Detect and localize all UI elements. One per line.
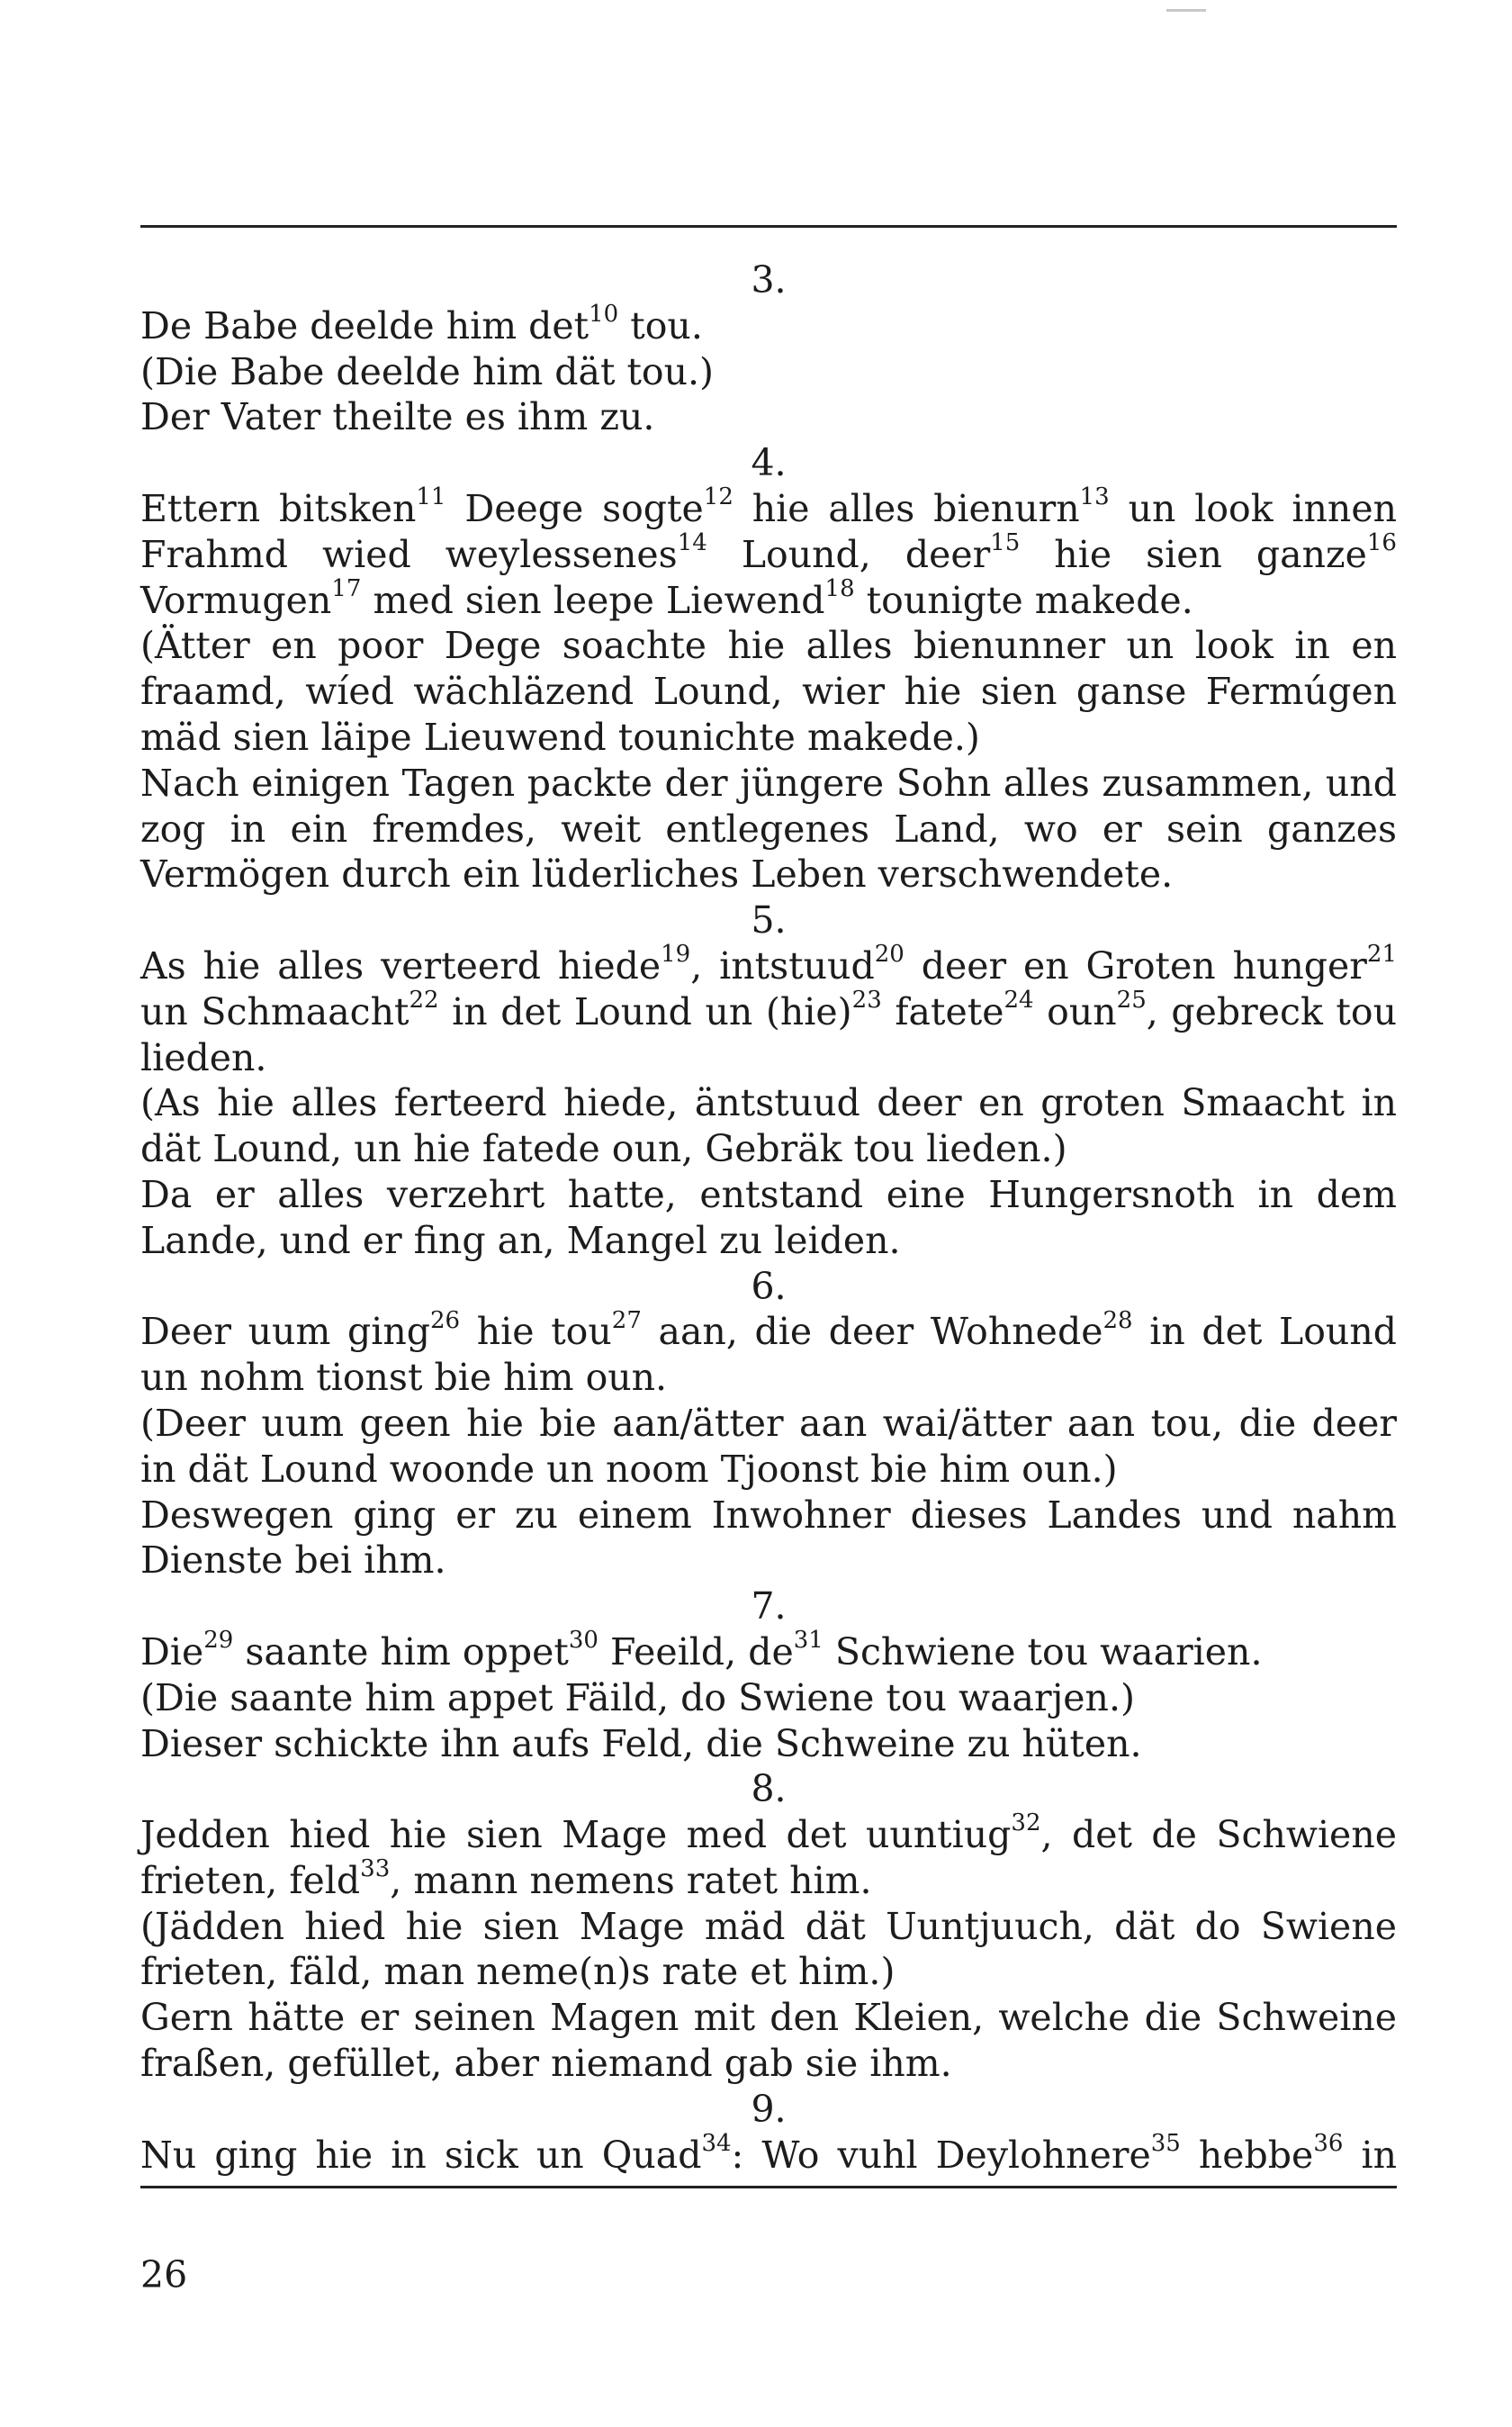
footnote-marker: 18 xyxy=(824,574,855,602)
footnote-marker: 13 xyxy=(1079,483,1110,511)
text-run: Deege sogte xyxy=(446,486,704,530)
footnote-marker: 26 xyxy=(430,1306,461,1334)
text-run: un Schmaacht xyxy=(140,989,410,1033)
footnote-marker: 17 xyxy=(331,574,362,602)
german-line xyxy=(140,1493,1397,1584)
text-run: , intstuud xyxy=(690,943,875,988)
scan-mark xyxy=(1166,9,1206,12)
text-run: Dieser schickte ihn aufs Feld, die Schweine zu hüten. xyxy=(140,1721,1142,1765)
text-run: un look innen Frahmd wied weylessenes xyxy=(140,486,1397,576)
text-run: hie tou xyxy=(460,1310,612,1354)
footnote-marker: 30 xyxy=(568,1627,598,1655)
page-text xyxy=(140,257,1397,2178)
text-run: in det Lound un nohm tionst bie him oun. xyxy=(140,1310,1397,1400)
footnote-marker: 14 xyxy=(677,529,707,557)
text-run: med sien leepe Liewend xyxy=(361,578,825,622)
footnote-marker: 31 xyxy=(793,1627,824,1655)
text-run: (Die Babe deelde him dät tou.) xyxy=(140,349,715,393)
footnote-marker: 22 xyxy=(409,987,439,1015)
text-run: Deer uum ging xyxy=(140,1310,431,1354)
footnote-marker: 23 xyxy=(851,987,882,1015)
footnote-marker: 29 xyxy=(203,1627,234,1655)
text-run: , mann nemens ratet him. xyxy=(390,1858,872,1902)
text-run: Vormugen xyxy=(140,578,332,622)
footnote-marker: 36 xyxy=(1313,2130,1344,2158)
dialect-line xyxy=(140,2130,1397,2179)
footnote-marker: 11 xyxy=(416,483,446,511)
verse-number: 6. xyxy=(751,1264,787,1308)
text-run: in xyxy=(1343,2133,1397,2177)
normalized-line xyxy=(140,1904,1397,1996)
text-run: (Jädden hied hie sien Mage mäd dät Uuntjuuch, dät do Swiene frieten, fäld, man neme(n)s rate et him.) xyxy=(140,1904,1397,1994)
text-run: hie sien ganze xyxy=(1020,532,1367,576)
footnote-marker: 16 xyxy=(1366,529,1397,557)
text-run: oun xyxy=(1033,989,1117,1033)
text-run: aan, die deer Wohnede xyxy=(641,1310,1103,1354)
footnote-marker: 12 xyxy=(703,483,734,511)
text-run: Deswegen ging er zu einem Inwohner dieses Landes und nahm Dienste bei ihm. xyxy=(140,1493,1397,1583)
dialect-line xyxy=(140,303,1397,349)
footnote-marker: 32 xyxy=(1011,1809,1041,1837)
text-run: , gebreck tou lieden. xyxy=(140,989,1397,1079)
text-run: Da er alles verzehrt hatte, entstand eine Hungersnoth in dem Lande, und er fing an, Mangel zu leiden. xyxy=(140,1172,1397,1262)
german-line xyxy=(140,394,1397,440)
text-run: Feeild, de xyxy=(598,1629,794,1674)
footnote-marker: 21 xyxy=(1366,941,1398,969)
text-run: tounigte makede. xyxy=(854,578,1193,622)
top-rule xyxy=(140,225,1397,228)
footnote-marker: 34 xyxy=(701,2130,732,2158)
dialect-line xyxy=(140,483,1397,623)
text-run: Der Vater theilte es ihm zu. xyxy=(140,395,655,439)
text-run: tou. xyxy=(618,303,703,347)
text-run: As hie alles verteerd hiede xyxy=(140,943,662,988)
text-run: Ettern bitsken xyxy=(140,486,417,530)
german-line xyxy=(140,1172,1397,1264)
text-run: De Babe deelde him det xyxy=(140,303,590,347)
footnote-marker: 20 xyxy=(874,941,904,969)
german-line xyxy=(140,761,1397,898)
dialect-line xyxy=(140,1809,1397,1904)
text-run: Lound, deer xyxy=(706,532,991,576)
verse-number: 4. xyxy=(751,441,787,485)
text-run: Die xyxy=(140,1629,204,1674)
text-run: Schwiene tou waarien. xyxy=(823,1629,1263,1674)
text-run: Gern hätte er seinen Magen mit den Kleien, welche die Schweine fraßen, gefüllet, aber niemand gab sie ihm. xyxy=(140,1996,1397,2086)
normalized-line xyxy=(140,1080,1397,1172)
german-line xyxy=(140,1721,1397,1767)
text-run: (Ätter en poor Dege soachte hie alles bienunner un look in en fraamd, wíed wächläzend Lound, wier hie sien ganse Fermúgen mäd sien läipe Lieuwend tounichte makede.) xyxy=(140,624,1397,759)
footnote-marker: 10 xyxy=(589,301,619,329)
footnote-marker: 25 xyxy=(1116,987,1147,1015)
text-run: in det Lound un (hie) xyxy=(438,989,852,1033)
text-run: saante him oppet xyxy=(233,1629,569,1674)
verse-number: 5. xyxy=(751,898,787,943)
dialect-line xyxy=(140,943,1397,1080)
verse-number: 3. xyxy=(751,258,787,302)
text-run: , det de Schwiene frieten, feld xyxy=(140,1813,1397,1902)
dialect-line xyxy=(140,1629,1397,1675)
text-run: hie alles bienurn xyxy=(733,486,1080,530)
text-run: (Die saante him appet Fäild, do Swiene tou waarjen.) xyxy=(140,1675,1135,1719)
text-run: (As hie alles ferteerd hiede, äntstuud deer en groten Smaacht in dät Lound, un hie fatede oun, Gebräk tou lieden.) xyxy=(140,1081,1397,1171)
text-run: deer en Groten hunger xyxy=(904,943,1367,988)
footnote-marker: 27 xyxy=(611,1306,642,1334)
dialect-line xyxy=(140,1306,1397,1401)
footnote-marker: 19 xyxy=(661,941,691,969)
footnote-marker: 15 xyxy=(990,529,1021,557)
footnote-marker: 24 xyxy=(1004,987,1034,1015)
text-run: : Wo vuhl Deylohnere xyxy=(731,2133,1151,2177)
bottom-rule xyxy=(140,2186,1397,2188)
verse-number: 9. xyxy=(751,2087,787,2131)
text-run: Jedden hied hie sien Mage med det uuntiug xyxy=(140,1813,1012,1857)
german-line xyxy=(140,1995,1397,2087)
footnote-marker: 33 xyxy=(360,1855,391,1883)
normalized-line xyxy=(140,349,1397,395)
text-run: (Deer uum geen hie bie aan/ätter aan wai/ätter aan tou, die deer in dät Lound woonde un noom Tjoonst bie him oun.) xyxy=(140,1401,1397,1491)
normalized-line xyxy=(140,623,1397,760)
text-run: hebbe xyxy=(1180,2133,1314,2177)
normalized-line xyxy=(140,1675,1397,1721)
text-run: fatete xyxy=(881,989,1004,1033)
page-number: 26 xyxy=(140,2253,188,2296)
verse-number: 7. xyxy=(751,1584,787,1629)
footnote-marker: 28 xyxy=(1102,1306,1133,1334)
text-run: Nach einigen Tagen packte der jüngere Sohn alles zusammen, und zog in ein fremdes, weit entlegenes Land, wo er sein ganzes Vermögen durch ein lüderliches Leben verschwendete. xyxy=(140,761,1397,897)
normalized-line xyxy=(140,1401,1397,1493)
text-run: Nu ging hie in sick un Quad xyxy=(140,2133,702,2177)
verse-number: 8. xyxy=(751,1767,787,1811)
footnote-marker: 35 xyxy=(1150,2130,1181,2158)
